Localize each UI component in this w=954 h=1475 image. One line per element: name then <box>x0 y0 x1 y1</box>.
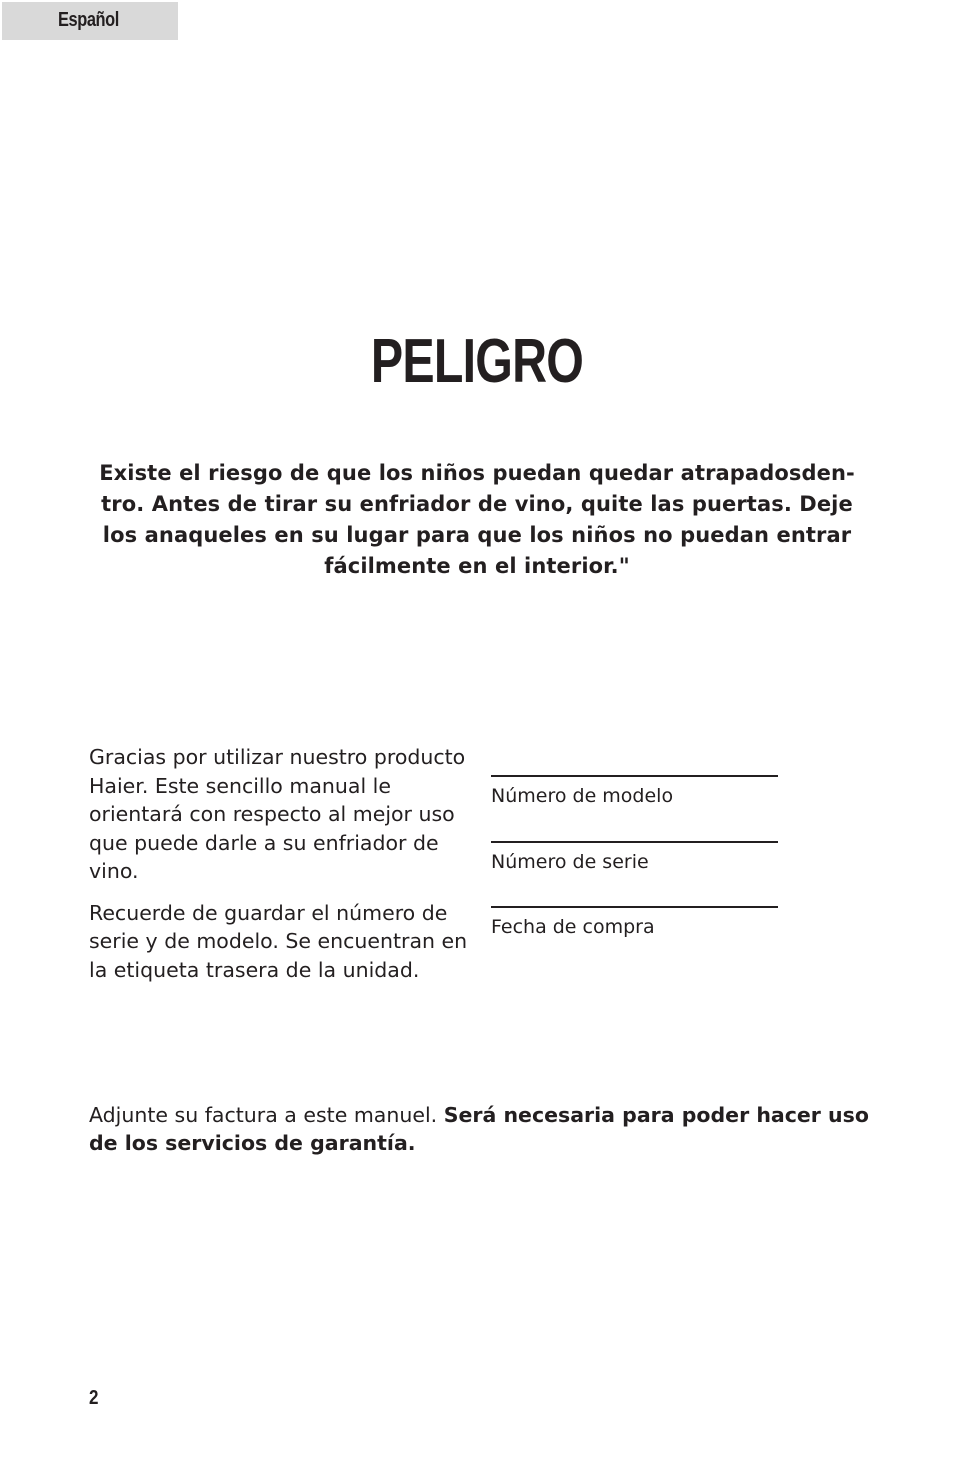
intro-paragraph-thanks: Gracias por utilizar nuestro producto Haier. Este sencillo manual le orientará con respecto al mejor uso que puede darle a su enfriador de vino. <box>89 745 466 883</box>
intro-section <box>89 743 473 997</box>
serial-number-label: Número de serie <box>491 851 649 873</box>
page-title <box>0 322 954 402</box>
language-label: Español <box>58 9 119 31</box>
attach-invoice-note <box>89 1101 879 1157</box>
page-number: 2 <box>89 1387 99 1409</box>
model-number-label: Número de modelo <box>491 785 674 807</box>
model-number-field <box>491 775 778 807</box>
attach-note-bold: Será necesaria para poder hacer uso de los servicios de garantía. <box>89 1103 869 1155</box>
attach-note-normal: Adjunte su factura a este manuel. <box>89 1103 444 1127</box>
purchase-date-label: Fecha de compra <box>491 916 655 938</box>
page-title-text: PELIGRO <box>370 327 584 396</box>
language-tab <box>2 2 178 40</box>
purchase-date-field <box>491 906 778 938</box>
danger-warning-text: Existe el riesgo de que los niños puedan quedar atrapadosden- tro. Antes de tirar su enfriador de vino, quite las puertas. Deje los anaqueles en su lugar para que los niños no puedan entrar fácilmente en el interior." <box>99 461 855 578</box>
serial-number-field <box>491 841 778 873</box>
intro-paragraph-reminder: Recuerde de guardar el número de serie y de modelo. Se encuentran en la etiqueta trasera de la unidad. <box>89 900 468 982</box>
